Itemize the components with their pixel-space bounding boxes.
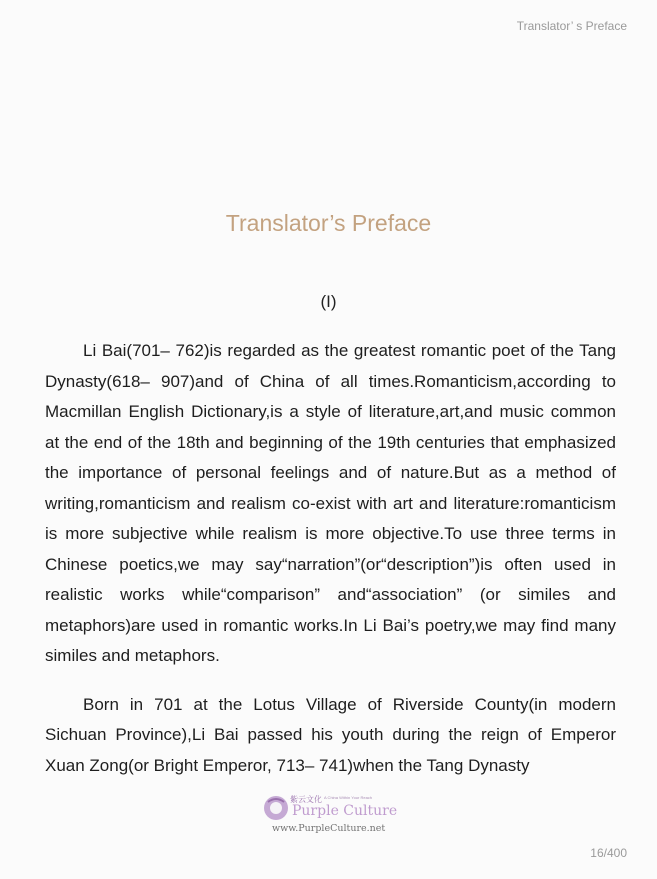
paragraph-1: Li Bai(701– 762)is regarded as the greatest romantic poet of the Tang Dynasty(618– 907)and of China of all times.Romanticism,according to Macmillan English Dictionary,is a style of literature,art,and music common at the end of the 18th and beginning of the 19th centuries that emphasized the importance of personal feelings and of nature.But as a method of writing,romanticism and realism co-exist with art and literature:romanticism is more subjective while realism is more objective.To use three terms in Chinese poetics,we may say“narration”(or“description”)is often used in realistic works while“comparison” and“association” (or similes and metaphors)are used in romantic works.In Li Bai’s poetry,we may find many similes and metaphors.	[45, 341, 616, 665]
chapter-title: Translator’s Preface	[225, 210, 432, 236]
running-header: Translator’ s Preface	[516, 19, 627, 33]
page-number: 16/400	[590, 846, 627, 860]
watermark-brand: Purple Culture	[292, 803, 398, 819]
watermark-tagline: A China Within Your Reach	[324, 795, 373, 800]
body-text	[45, 336, 616, 799]
purple-culture-logo-icon	[262, 794, 292, 824]
watermark	[262, 794, 412, 838]
watermark-chinese: 紫云文化	[290, 795, 322, 804]
section-heading: (I)	[320, 292, 337, 311]
watermark-url: www.PurpleCulture.net	[272, 823, 386, 834]
paragraph-2: Born in 701 at the Lotus Village of Riverside County(in modern Sichuan Province),Li Bai passed his youth during the reign of Emperor Xuan Zong(or Bright Emperor, 713– 741)when the Tang Dynasty	[45, 694, 616, 775]
